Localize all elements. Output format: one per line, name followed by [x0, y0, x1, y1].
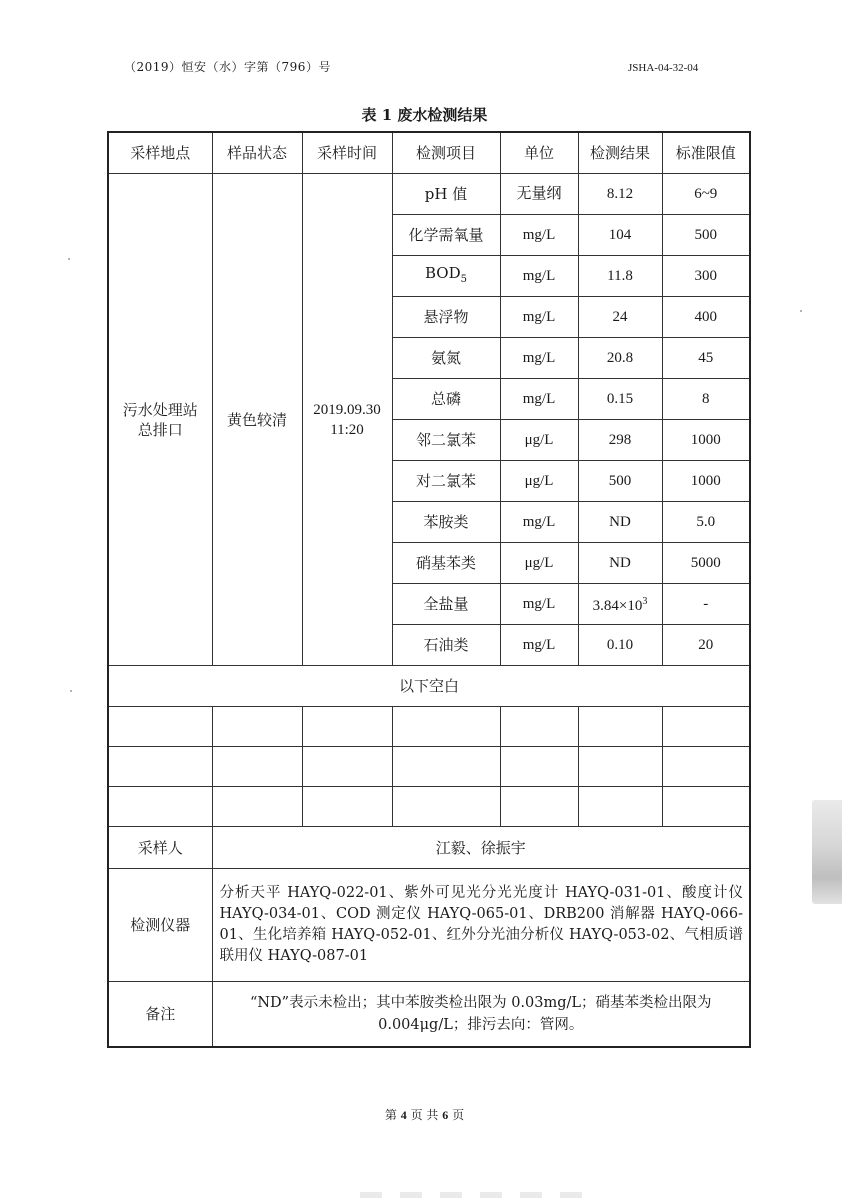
- test-result-value: ND: [609, 555, 631, 571]
- unit: μg/L: [500, 543, 578, 584]
- sampler-row: [108, 827, 750, 869]
- test-item: [392, 256, 500, 297]
- empty-cell: [108, 787, 212, 827]
- sampling-date: 2019.09.30: [313, 401, 381, 418]
- test-result: [578, 625, 662, 666]
- test-result: [578, 256, 662, 297]
- scan-bleed: [360, 1192, 590, 1198]
- test-item-name: BOD: [425, 263, 461, 282]
- test-result-value: 500: [608, 473, 632, 489]
- test-result-exponent: 3: [642, 596, 648, 607]
- report-number: （2019）恒安（水）字第（796）号: [124, 60, 331, 74]
- test-result: [578, 338, 662, 379]
- test-item: [392, 338, 500, 379]
- standard-limit: -: [662, 584, 750, 625]
- empty-cell: [662, 787, 750, 827]
- sampler-value: 江毅、徐振宇: [212, 827, 750, 869]
- standard-limit: 20: [662, 625, 750, 666]
- empty-cell: [578, 747, 662, 787]
- test-result: [578, 420, 662, 461]
- test-item: [392, 297, 500, 338]
- test-item: [392, 420, 500, 461]
- col-header-result: 检测结果: [578, 132, 662, 174]
- empty-cell: [392, 747, 500, 787]
- test-result-value: 298: [608, 432, 632, 448]
- sampling-location: [108, 174, 212, 666]
- scan-speck: [800, 310, 802, 312]
- empty-cell: [662, 747, 750, 787]
- test-item-name: 全盐量: [423, 595, 469, 613]
- test-item-name: 硝基苯类: [415, 554, 476, 572]
- empty-row: [108, 707, 750, 747]
- test-item: [392, 543, 500, 584]
- test-item-name: 总磷: [430, 390, 461, 408]
- empty-cell: [578, 707, 662, 747]
- unit: mg/L: [500, 215, 578, 256]
- page-footer: [0, 1106, 849, 1123]
- col-header-item: 检测项目: [392, 132, 500, 174]
- empty-cell: [392, 707, 500, 747]
- empty-cell: [108, 707, 212, 747]
- empty-row: [108, 747, 750, 787]
- footer-prefix: 第: [384, 1108, 397, 1122]
- test-result-value: 0.10: [606, 637, 634, 653]
- standard-limit: 400: [662, 297, 750, 338]
- test-result-value: 24: [612, 309, 628, 325]
- location-line-2: 总排口: [137, 420, 183, 439]
- sampler-label: 采样人: [108, 827, 212, 869]
- location-line-1: 污水处理站: [122, 400, 198, 419]
- footer-suffix: 页: [452, 1108, 465, 1122]
- standard-limit: 500: [662, 215, 750, 256]
- standard-limit: 6~9: [662, 174, 750, 215]
- test-result: [578, 584, 662, 625]
- test-result-value: 104: [608, 227, 632, 243]
- col-header-unit: 单位: [500, 132, 578, 174]
- blank-note: 以下空白: [108, 666, 750, 707]
- empty-cell: [108, 747, 212, 787]
- standard-limit: 45: [662, 338, 750, 379]
- sampling-clock: 11:20: [330, 421, 364, 438]
- footer-mid: 页 共: [410, 1108, 439, 1122]
- test-result-value: 20.8: [606, 350, 634, 366]
- unit: mg/L: [500, 256, 578, 297]
- test-result: [578, 543, 662, 584]
- test-result: [578, 215, 662, 256]
- sampling-time: [302, 174, 392, 666]
- standard-limit: 1000: [662, 461, 750, 502]
- standard-limit: 1000: [662, 420, 750, 461]
- remark-value: “ND”表示未检出；其中苯胺类检出限为 0.03mg/L；硝基苯类检出限为 0.004μg/L；排污去向：管网。: [212, 982, 750, 1048]
- test-item-name: 邻二氯苯: [415, 431, 476, 449]
- test-result-value: 0.15: [606, 391, 634, 407]
- test-result: [578, 502, 662, 543]
- instruments-row: [108, 869, 750, 982]
- test-result-value: 11.8: [607, 268, 633, 284]
- unit: μg/L: [500, 420, 578, 461]
- scan-speck: [70, 690, 72, 692]
- test-item: [392, 174, 500, 215]
- unit: 无量纲: [500, 174, 578, 215]
- document-code: JSHA-04-32-04: [628, 62, 699, 74]
- instruments-value: 分析天平 HAYQ-022-01、紫外可见光分光光度计 HAYQ-031-01、酸度计仪 HAYQ-034-01、COD 测定仪 HAYQ-065-01、DRB200 消解器 HAYQ-066-01、生化培养箱 HAYQ-052-01、红外分光油分析仪 HAYQ-053-02、气相质谱联用仪 HAYQ-087-01: [212, 869, 750, 982]
- empty-cell: [500, 747, 578, 787]
- instruments-label: 检测仪器: [108, 869, 212, 982]
- result-row: [108, 174, 750, 215]
- col-header-location: 采样地点: [108, 132, 212, 174]
- test-result: [578, 297, 662, 338]
- unit: μg/L: [500, 461, 578, 502]
- test-item-name: 化学需氧量: [408, 226, 484, 244]
- test-item: [392, 584, 500, 625]
- table-header-row: [108, 132, 750, 174]
- remark-label: 备注: [108, 982, 212, 1048]
- standard-limit: 5.0: [662, 502, 750, 543]
- empty-cell: [302, 787, 392, 827]
- test-result: [578, 174, 662, 215]
- test-item: [392, 215, 500, 256]
- blank-note-row: [108, 666, 750, 707]
- scan-edge-mark: [812, 800, 842, 904]
- remark-row: [108, 982, 750, 1048]
- test-item: [392, 502, 500, 543]
- test-item-name: 苯胺类: [423, 513, 469, 531]
- unit: mg/L: [500, 379, 578, 420]
- unit: mg/L: [500, 584, 578, 625]
- test-result-value: 3.84×10: [592, 598, 643, 614]
- test-result: [578, 461, 662, 502]
- test-item: [392, 625, 500, 666]
- test-item-name: 氨氮: [430, 349, 461, 367]
- col-header-state: 样品状态: [212, 132, 302, 174]
- empty-cell: [662, 707, 750, 747]
- test-item-name: 石油类: [423, 636, 469, 654]
- scan-speck: [68, 258, 70, 260]
- empty-cell: [500, 707, 578, 747]
- col-header-time: 采样时间: [302, 132, 392, 174]
- total-pages: 6: [442, 1108, 449, 1122]
- standard-limit: 5000: [662, 543, 750, 584]
- test-item: [392, 379, 500, 420]
- empty-cell: [302, 707, 392, 747]
- current-page: 4: [400, 1108, 407, 1122]
- empty-cell: [212, 747, 302, 787]
- test-result-value: ND: [609, 514, 631, 530]
- unit: mg/L: [500, 502, 578, 543]
- col-header-limit: 标准限值: [662, 132, 750, 174]
- test-item-name: 悬浮物: [423, 308, 469, 326]
- unit: mg/L: [500, 338, 578, 379]
- empty-cell: [212, 707, 302, 747]
- sample-state: 黄色较清: [212, 174, 302, 666]
- empty-row: [108, 787, 750, 827]
- unit: mg/L: [500, 297, 578, 338]
- unit: mg/L: [500, 625, 578, 666]
- empty-cell: [392, 787, 500, 827]
- test-item-subscript: 5: [460, 273, 467, 285]
- test-item-name: 对二氯苯: [415, 472, 476, 490]
- standard-limit: 300: [662, 256, 750, 297]
- standard-limit: 8: [662, 379, 750, 420]
- empty-cell: [500, 787, 578, 827]
- empty-cell: [212, 787, 302, 827]
- table-title: 表 1 废水检测结果: [361, 106, 488, 124]
- empty-cell: [578, 787, 662, 827]
- test-item: [392, 461, 500, 502]
- test-result-value: 8.12: [606, 186, 634, 202]
- wastewater-results-table: [107, 131, 751, 1048]
- test-result: [578, 379, 662, 420]
- empty-cell: [302, 747, 392, 787]
- test-item-name: pH 值: [424, 185, 468, 203]
